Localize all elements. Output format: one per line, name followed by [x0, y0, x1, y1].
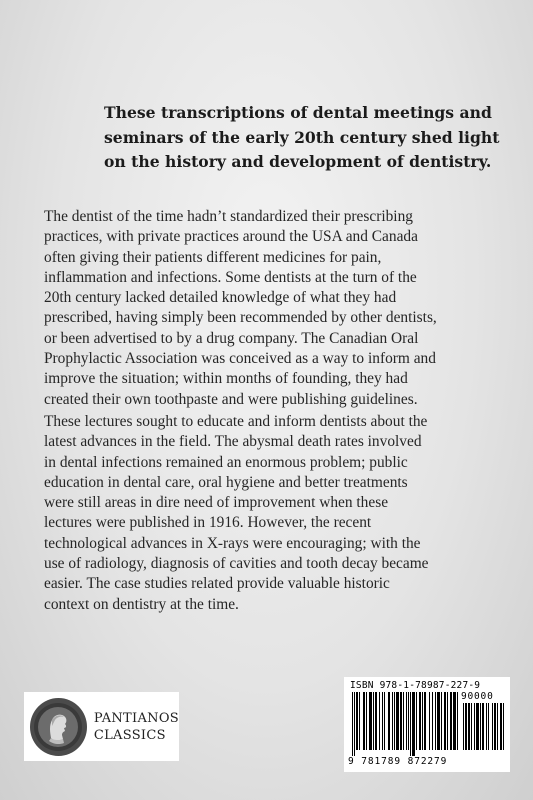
barcode-bar	[410, 692, 411, 756]
paragraph-line: were still areas in dire need of improvement when these	[44, 494, 389, 512]
medallion-portrait-icon	[33, 702, 83, 752]
paragraph-line: or been advertised to by a drug company. The Canadian Oral	[44, 329, 419, 347]
barcode-bar	[429, 692, 430, 750]
barcode-bar	[457, 692, 458, 750]
publisher-name-line: PANTIANOS	[93, 710, 179, 726]
isbn-barcode	[344, 677, 510, 772]
barcode-bar	[416, 692, 417, 750]
barcode-bar	[352, 692, 353, 756]
barcode-bar	[497, 703, 498, 750]
barcode-bar	[396, 692, 399, 750]
barcode-bar	[432, 692, 433, 750]
barcode-bar	[492, 703, 493, 750]
paragraph-line: lectures were published in 1916. However, the recent	[44, 514, 372, 532]
isbn-label: ISBN 978-1-78987-227-9	[350, 680, 481, 691]
headline-line: on the history and development of dentistry.	[104, 152, 492, 171]
description-paragraph-1	[44, 207, 504, 410]
paragraph-line: inflammation and infections. Some dentists at the turn of the	[44, 268, 417, 286]
barcode-bar	[408, 692, 409, 750]
barcode-bar	[482, 703, 484, 750]
price-code: 90000	[461, 691, 494, 702]
barcode-bar	[419, 692, 421, 750]
paragraph-line: technological advances in X-rays were encouraging; with the	[44, 534, 421, 552]
barcode-bar	[412, 692, 415, 756]
barcode-bar	[486, 703, 487, 750]
paragraph-line: 20th century lacked detailed knowledge of what they had	[44, 289, 397, 307]
barcode-bar	[424, 692, 426, 750]
barcode-bar	[375, 692, 377, 750]
barcode-bar	[474, 703, 475, 750]
barcode-bar	[384, 692, 385, 750]
barcode-bar	[447, 692, 448, 750]
barcode-bar	[444, 692, 446, 750]
paragraph-line: in dental infections remained an enormous problem; public	[44, 453, 408, 471]
paragraph-line: These lectures sought to educate and inform dentists about the	[44, 413, 428, 430]
addon-barcode-bars	[463, 703, 505, 756]
paragraph-line: often giving their patients different medicines for pain,	[44, 248, 382, 266]
paragraph-line: prescribed, having simply been recommended by other dentists,	[44, 309, 437, 327]
paragraph-line: improve the situation; within months of founding, they had	[44, 370, 408, 388]
barcode-bar	[392, 692, 393, 750]
barcode-bar	[379, 692, 380, 750]
barcode-bar	[488, 703, 489, 750]
paragraph-line: education in dental care, oral hygiene and better treatments	[44, 473, 408, 491]
ean-barcode-bars	[352, 692, 458, 756]
barcode-bar	[356, 692, 358, 750]
barcode-bar	[468, 703, 470, 750]
barcode-bar	[437, 692, 440, 750]
paragraph-line: created their own toothpaste and were publishing guidelines.	[44, 390, 418, 408]
barcode-bar	[503, 703, 504, 750]
paragraph-line: easier. The case studies related provide valuable historic	[44, 575, 390, 593]
headline-line: seminars of the early 20th century shed light	[104, 127, 500, 147]
barcode-bar	[471, 703, 472, 750]
publisher-logo	[24, 692, 179, 761]
barcode-bar	[435, 692, 436, 750]
barcode-bar	[480, 703, 481, 750]
barcode-bar	[500, 703, 502, 750]
barcode-bar	[450, 692, 452, 750]
barcode-bar	[494, 703, 496, 750]
barcode-bar	[400, 692, 402, 750]
headline-line: These transcriptions of dental meetings and	[104, 103, 492, 122]
barcode-bar	[441, 692, 442, 750]
barcode-bar	[369, 692, 372, 750]
paragraph-line: The dentist of the time hadn’t standardized their prescribing	[44, 208, 413, 225]
paragraph-line: practices, with private practices around the USA and Canada	[44, 228, 418, 246]
barcode-bar	[403, 692, 404, 750]
description-paragraph-2	[44, 412, 504, 615]
barcode-bar	[463, 703, 464, 750]
barcode-bar	[388, 692, 390, 750]
headline-blurb	[104, 101, 504, 175]
barcode-bar	[453, 692, 456, 750]
barcode-bar	[359, 692, 360, 750]
barcode-bar	[354, 692, 355, 756]
paragraph-line: latest advances in the field. The abysmal death rates involved	[44, 433, 422, 451]
barcode-bar	[382, 692, 383, 750]
paragraph-line: use of radiology, diagnosis of cavities and tooth decay became	[44, 555, 429, 573]
barcode-bar	[406, 692, 407, 750]
barcode-bar	[465, 703, 467, 750]
barcode-bar	[422, 692, 423, 750]
barcode-bar	[373, 692, 374, 750]
barcode-bar	[366, 692, 367, 750]
barcode-bar	[394, 692, 395, 750]
publisher-name	[94, 710, 179, 744]
barcode-bar	[476, 703, 479, 750]
paragraph-line: context on dentistry at the time.	[44, 595, 239, 613]
barcode-bar	[363, 692, 365, 750]
paragraph-line: Prophylactic Association was conceived as a way to inform and	[44, 350, 436, 368]
publisher-name-line: CLASSICS	[93, 727, 166, 743]
classical-profile-medallion-icon	[30, 698, 87, 756]
ean-digits: 9 781789 872279	[348, 756, 448, 767]
